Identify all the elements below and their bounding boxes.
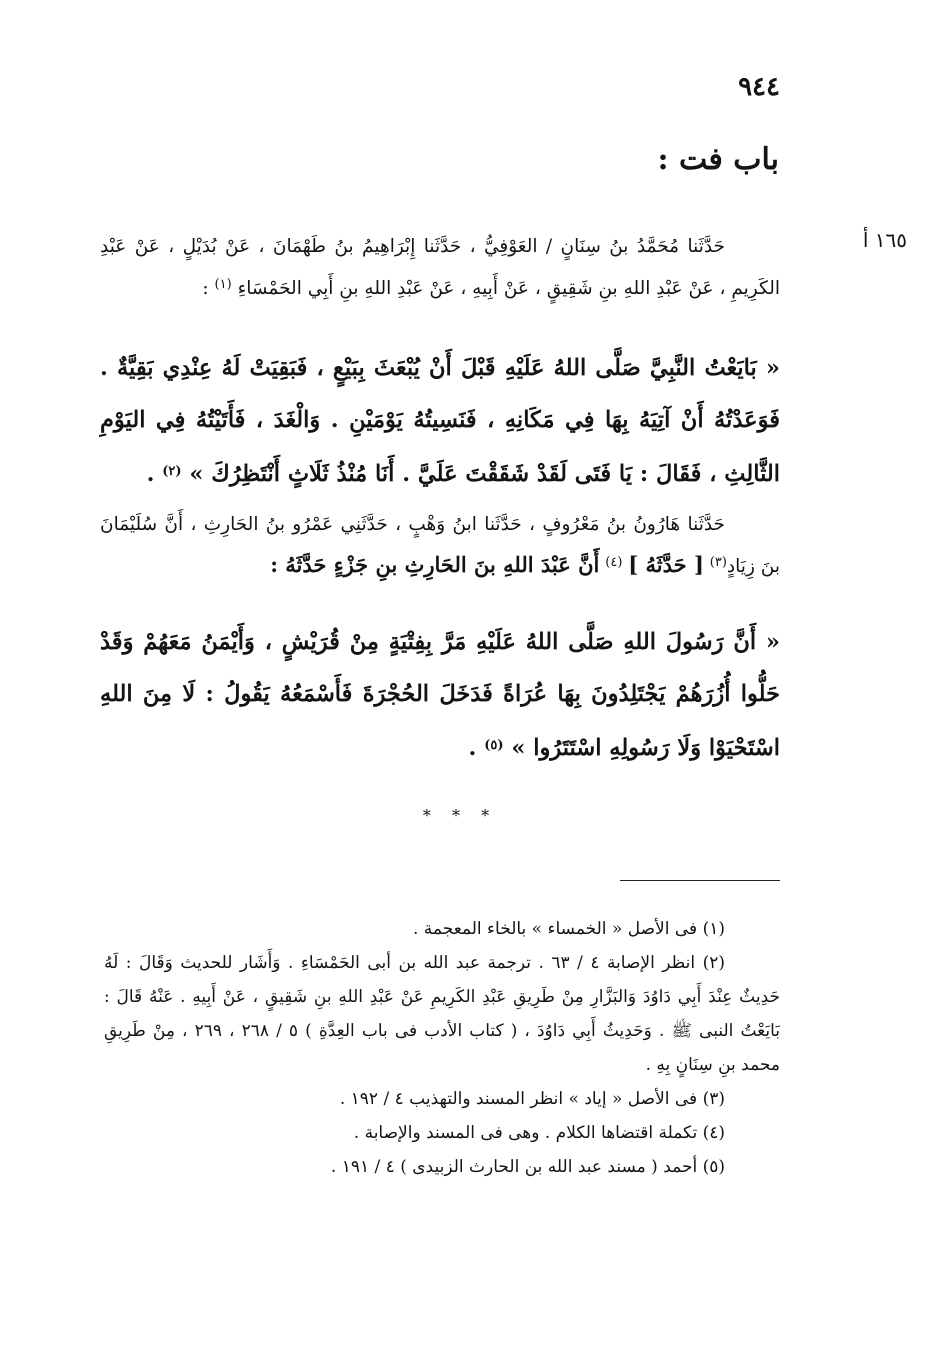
footnote-2: (٢) انظر الإصابة ٤ / ٦٣ . ترجمة عبد الله بن أبى الحَمْسَاءِ . وَأَشَار للحديث وَقَالَ : لَهُ حَدِيثٌ عِنْدَ أَبِي دَاوُدَ وَالبَزَّارِ مِنْ طَرِيقِ عَبْدِ الكَرِيمِ عَنْ عَبْدِ اللهِ بنِ شَقِيقٍ ، عَنْ أَبِيهِ . عَنْهُ قَالَ : بَايَعْتُ النبى ﷺ . وَحَدِيثُ أَبِي دَاوُدَ ، ( كتاب الأدب فى باب العِدَّةِ ) ٥ / ٢٦٨ ، ٢٦٩ ، مِنْ طَرِيقِ محمد بنِ سِنَانٍ بِهِ . [104,953,780,1075]
hadith2-matn-text: « أَنَّ رَسُولَ اللهِ صَلَّى اللهُ عَلَيْهِ مَرَّ بِفِتْيَةٍ مِنْ قُرَيْشٍ ، وَأَيْمَنُ مَعَهُمْ وَقَدْ حَلُّوا أُزُرَهُمْ يَجْتَلِدُونَ بِهَا عُرَاةً فَدَخَلَ الحُجْرَةَ فَأَسْمَعُهُ يَقُولُ : لَا مِنَ اللهِ اسْتَحْيَوْا وَلَا رَسُولِهِ اسْتَتَرُوا » [100,629,780,761]
footnote-ref-2: (٢) [162,464,182,479]
footnote-4: (٤) تكملة اقتضاها الكلام . وهى فى المسند والإصابة . [353,1123,725,1143]
hadith1-isnad-end: : [202,278,209,299]
hadith1-matn [100,342,780,500]
hadith2-isnad [100,506,780,586]
hadith2-isnad-text-b: أَنَّ عَبْدَ اللهِ بنَ الحَارِثِ بنِ جَزْءٍ حَدَّثَهُ : [270,552,600,577]
entry-number: ١٦٥ أ [862,228,907,252]
footnote-rule [620,880,780,881]
hadith1-matn-end: . [146,461,155,487]
hadith2-matn-end: . [468,735,477,761]
hadith2-matn [100,616,780,774]
chapter-title: باب فت : [657,142,779,177]
footnote-5: (٥) أحمد ( مسند عبد الله بن الحارث الزبيدى ) ٤ / ١٩١ . [330,1157,725,1177]
hadith1-matn-text: « بَايَعْتُ النَّبِيَّ صَلَّى اللهُ عَلَيْهِ قَبْلَ أَنْ يُبْعَثَ بِبَيْعٍ ، فَبَقِيَتْ لَهُ عِنْدِي بَقِيَّةٌ . فَوَعَدْتُهُ أَنْ آتِيَهُ بِهَا فِي مَكَانِهِ ، فَنَسِيتُهُ يَوْمَيْنِ . وَالْغَدَ ، فَأَتَيْتُهُ فِي اليَوْمِ الثَّالِثِ ، فَقَالَ : يَا فَتَى لَقَدْ شَقَقْتَ عَلَيَّ . أَنَا مُنْذُ ثَلَاثٍ أَنْتَظِرُكَ » [100,355,780,487]
footnote-1: (١) فى الأصل « الخمساء » بالخاء المعجمة . [412,919,725,939]
footnote-ref-3: (٣) [709,555,727,570]
footnote-ref-1: (١) [214,277,232,292]
footnotes [104,912,780,1184]
footnote-3: (٣) فى الأصل « إياد » انظر المسند والتهذيب ٤ / ١٩٢ . [339,1089,725,1109]
footnote-ref-4: (٤) [605,555,623,570]
footnote-ref-5: (٥) [484,738,504,753]
hadith1-isnad-text: حَدَّثَنا مُحَمَّدُ بنُ سِنَانٍ / العَوْفِيُّ ، حَدَّثَنا إِبْرَاهِيمُ بنُ طَهْمَانَ ، عَنْ بُدَيْلٍ ، عَنْ عَبْدِ الكَرِيمِ ، عَنْ عَبْدِ اللهِ بنِ شَقِيقٍ ، عَنْ أَبِيهِ ، عَنْ عَبْدِ اللهِ بنِ أَبِي الحَمْسَاءِ [100,236,780,299]
page-number: ٩٤٤ [738,72,780,102]
hadith2-isnad-text-a: حَدَّثَنا هَارُونُ بنُ مَعْرُوفٍ ، حَدَّثَنا ابنُ وَهْبٍ ، حَدَّثَنِي عَمْرُو بنُ الحَارِثِ ، أَنَّ سُلَيْمَانَ بنَ زِيَادٍ [100,514,780,577]
section-separator: * * * [422,806,498,825]
bracketed-insertion: [ حَدَّثَهُ ] [628,552,704,577]
hadith1-isnad [100,228,780,308]
